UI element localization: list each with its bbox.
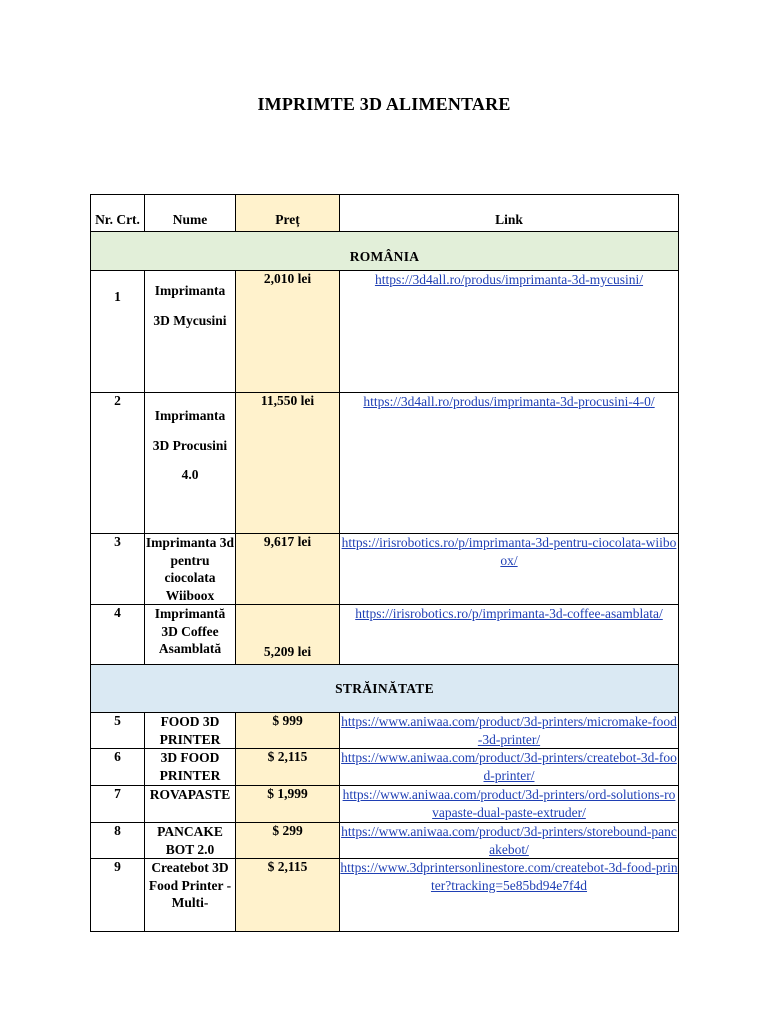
- section-label-strainatate: STRĂINĂTATE: [91, 665, 679, 713]
- row-price: $ 299: [236, 823, 340, 859]
- product-link[interactable]: https://www.aniwaa.com/product/3d-printers/micromake-food-3d-printer/: [341, 714, 677, 747]
- row-name: ROVAPASTE: [145, 786, 236, 823]
- row-name: Imprimanta 3D Procusini 4.0: [145, 393, 236, 534]
- header-pret: Preț: [236, 195, 340, 232]
- row-number: 1: [91, 271, 145, 393]
- row-number: 4: [91, 605, 145, 665]
- section-row-strainatate: [91, 665, 679, 713]
- row-price: 11,550 lei: [236, 393, 340, 534]
- row-price: 9,617 lei: [236, 534, 340, 605]
- row-name: FOOD 3D PRINTER: [145, 713, 236, 749]
- table-row: [91, 605, 679, 665]
- header-nume: Nume: [145, 195, 236, 232]
- row-link-cell: [340, 534, 679, 605]
- printers-table: [90, 194, 679, 932]
- row-price: 5,209 lei: [236, 605, 340, 665]
- table-row: [91, 786, 679, 823]
- row-link-cell: [340, 271, 679, 393]
- row-link-cell: [340, 605, 679, 665]
- row-price: $ 1,999: [236, 786, 340, 823]
- row-name: 3D FOOD PRINTER: [145, 749, 236, 786]
- row-link-cell: [340, 859, 679, 932]
- product-link[interactable]: https://3d4all.ro/produs/imprimanta-3d-procusini-4-0/: [363, 394, 655, 409]
- header-nr-crt: Nr. Crt.: [91, 195, 145, 232]
- product-link[interactable]: https://irisrobotics.ro/p/imprimanta-3d-coffee-asamblata/: [355, 606, 663, 621]
- row-number: 7: [91, 786, 145, 823]
- row-name: Imprimanta 3D Mycusini: [145, 271, 236, 393]
- row-link-cell: [340, 823, 679, 859]
- table-header-row: [91, 195, 679, 232]
- section-label-romania: ROMÂNIA: [91, 232, 679, 271]
- row-name: PANCAKE BOT 2.0: [145, 823, 236, 859]
- product-link[interactable]: https://irisrobotics.ro/p/imprimanta-3d-pentru-ciocolata-wiiboox/: [341, 535, 677, 568]
- row-link-cell: [340, 393, 679, 534]
- table-row: [91, 271, 679, 393]
- row-number: 9: [91, 859, 145, 932]
- header-link: Link: [340, 195, 679, 232]
- table-row: [91, 713, 679, 749]
- row-name: Imprimantă 3D Coffee Asamblată: [145, 605, 236, 665]
- table-row: [91, 393, 679, 534]
- row-price: $ 999: [236, 713, 340, 749]
- table-row: [91, 534, 679, 605]
- row-number: 6: [91, 749, 145, 786]
- product-link[interactable]: https://www.aniwaa.com/product/3d-printers/ord-solutions-rovapaste-dual-paste-extruder/: [342, 787, 676, 820]
- row-price: $ 2,115: [236, 859, 340, 932]
- row-link-cell: [340, 713, 679, 749]
- row-number: 5: [91, 713, 145, 749]
- row-name: Imprimanta 3d pentru ciocolata Wiiboox: [145, 535, 235, 603]
- row-link-cell: [340, 786, 679, 823]
- row-number: 2: [91, 393, 145, 534]
- row-price: 2,010 lei: [236, 271, 340, 393]
- row-price: $ 2,115: [236, 749, 340, 786]
- row-number: 8: [91, 823, 145, 859]
- table-row: [91, 823, 679, 859]
- row-link-cell: [340, 749, 679, 786]
- table-row: [91, 859, 679, 932]
- row-name: Createbot 3D Food Printer - Multi-: [145, 859, 236, 932]
- product-link[interactable]: https://www.3dprintersonlinestore.com/createbot-3d-food-printer?tracking=5e85bd94e7f4d: [340, 860, 678, 893]
- product-link[interactable]: https://3d4all.ro/produs/imprimanta-3d-mycusini/: [374, 272, 644, 287]
- row-number: 3: [91, 534, 145, 605]
- product-link[interactable]: https://www.aniwaa.com/product/3d-printers/storebound-pancakebot/: [341, 824, 677, 857]
- product-link[interactable]: https://www.aniwaa.com/product/3d-printers/createbot-3d-food-printer/: [341, 750, 677, 783]
- section-row-romania: [91, 232, 679, 271]
- document-title: IMPRIMTE 3D ALIMENTARE: [257, 94, 511, 114]
- table-row: [91, 749, 679, 786]
